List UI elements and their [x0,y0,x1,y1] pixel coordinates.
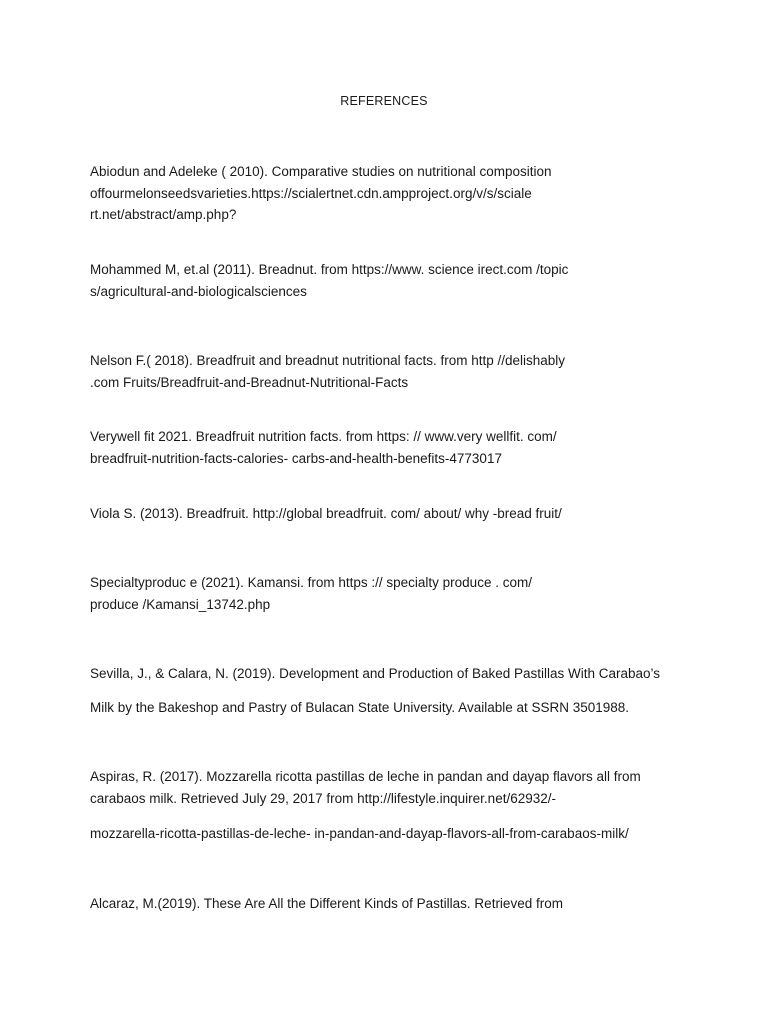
reference-5-line-1: Viola S. (2013). Breadfruit. http://global breadfruit. com/ about/ why -bread fruit/ [90,506,562,521]
reference-3-line-1: Nelson F.( 2018). Breadfruit and breadnut nutritional facts. from http //delishably [90,353,566,368]
reference-6-line-2: produce /Kamansi_13742.php [90,597,271,612]
reference-7-line-1: Sevilla, J., & Calara, N. (2019). Development and Production of Baked Pastillas With Carabao’s [90,666,661,681]
reference-1-line-1: Abiodun and Adeleke ( 2010). Comparative studies on nutritional composition [90,164,552,179]
reference-4-line-1: Verywell fit 2021. Breadfruit nutrition facts. from https: // www.very wellfit. com/ [90,429,557,444]
reference-8-line-3: mozzarella-ricotta-pastillas-de-leche- in-pandan-and-dayap-flavors-all-from-carabaos-milk/ [90,826,629,841]
reference-1-line-3: rt.net/abstract/amp.php? [90,207,237,222]
reference-2-line-2: s/agricultural-and-biologicalsciences [90,284,307,299]
reference-8-line-2: carabaos milk. Retrieved July 29, 2017 from http://lifestyle.inquirer.net/62932/- [90,791,556,806]
reference-3-line-2: .com Fruits/Breadfruit-and-Breadnut-Nutritional-Facts [90,375,409,390]
page-title: REFERENCES [340,94,428,108]
reference-6-line-1: Specialtyproduc e (2021). Kamansi. from https :// specialty produce . com/ [90,575,532,590]
reference-9-line-1: Alcaraz, M.(2019). These Are All the Different Kinds of Pastillas. Retrieved from [90,896,563,911]
reference-8-line-1: Aspiras, R. (2017). Mozzarella ricotta pastillas de leche in pandan and dayap flavors all from [90,769,641,784]
reference-2-line-1: Mohammed M, et.al (2011). Breadnut. from https://www. science irect.com /topic [90,262,569,277]
reference-7-line-2: Milk by the Bakeshop and Pastry of Bulacan State University. Available at SSRN 3501988. [90,700,630,715]
reference-4-line-2: breadfruit-nutrition-facts-calories- carbs-and-health-benefits-4773017 [90,451,502,466]
reference-1-line-2: offourmelonseedsvarieties.https://scialertnet.cdn.ampproject.org/v/s/sciale [90,186,532,201]
